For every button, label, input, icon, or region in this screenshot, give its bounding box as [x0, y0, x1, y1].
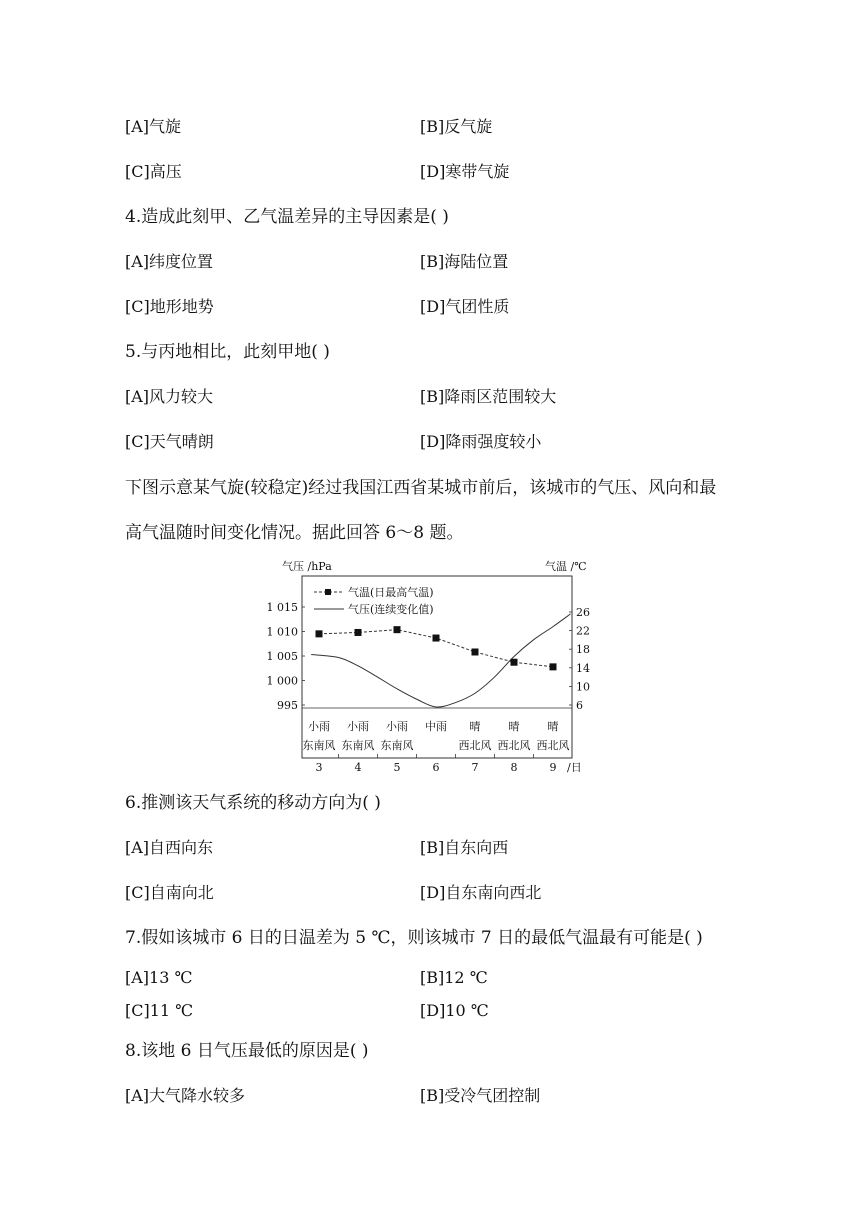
- q3-option-c: [C]高压: [125, 162, 182, 181]
- q3-option-b: [B]反气旋: [420, 117, 493, 136]
- q5-option-d: [D]降雨强度较小: [420, 432, 542, 451]
- q6-option-d: [D]自东南向西北: [420, 883, 542, 902]
- left-tick-label: 1 005: [266, 650, 298, 663]
- q3-option-d: [D]寒带气旋: [420, 162, 510, 181]
- q7-option-b: [B]12 ℃: [420, 968, 488, 987]
- temperature-point: [472, 648, 479, 655]
- x-tick-label: 8: [510, 761, 518, 774]
- temperature-point: [355, 629, 362, 636]
- q8-option-b: [B]受冷气团控制: [420, 1086, 541, 1105]
- right-tick-label: 26: [576, 606, 590, 619]
- legend-temp-marker: [325, 589, 331, 595]
- right-tick-label: 14: [576, 661, 590, 675]
- left-tick-label: 1 015: [266, 601, 298, 614]
- wind-label: 西北风: [458, 739, 492, 752]
- q5-option-b: [B]降雨区范围较大: [420, 387, 557, 406]
- pressure-temperature-chart: [262, 558, 602, 778]
- wind-label: 西北风: [536, 739, 570, 752]
- weather-label: 晴: [469, 720, 481, 733]
- x-tick-label: 3: [315, 761, 323, 774]
- temperature-point: [433, 635, 440, 642]
- q6-option-a: [A]自西向东: [125, 838, 214, 857]
- right-tick-label: 18: [576, 643, 590, 657]
- wind-label: 东南风: [341, 739, 375, 752]
- wind-label: 西北风: [497, 739, 531, 752]
- right-tick-label: 6: [576, 699, 583, 712]
- q4-option-c: [C]地形地势: [125, 297, 214, 316]
- right-tick-label: 10: [576, 680, 590, 694]
- weather-label: 中雨: [425, 720, 447, 733]
- x-tick-label: 4: [354, 761, 362, 774]
- q3-option-a: [A]气旋: [125, 117, 182, 136]
- q4-option-b: [B]海陆位置: [420, 252, 509, 271]
- legend-pressure-label: 气压(连续变化值): [348, 603, 434, 616]
- x-tick-label: 9: [549, 761, 557, 774]
- q4-option-d: [D]气团性质: [420, 297, 510, 316]
- left-tick-label: 1 000: [266, 674, 298, 688]
- q7-option-c: [C]11 ℃: [125, 1001, 194, 1020]
- q7-option-d: [D]10 ℃: [420, 1001, 489, 1020]
- weather-label: 小雨: [308, 720, 330, 733]
- q8-stem: 8.该地 6 日气压最低的原因是( ): [125, 1041, 369, 1061]
- wind-label: 东南风: [302, 739, 336, 752]
- weather-label: 小雨: [347, 720, 369, 733]
- temperature-point: [550, 663, 557, 670]
- wind-label: 东南风: [380, 739, 414, 752]
- legend-temp-label: 气温(日最高气温): [348, 586, 434, 599]
- temperature-point: [316, 630, 323, 637]
- right-tick-label: 22: [576, 624, 590, 638]
- q5-option-c: [C]天气晴朗: [125, 432, 214, 451]
- q4-stem: 4.造成此刻甲、乙气温差异的主导因素是( ): [125, 207, 449, 227]
- q5-option-a: [A]风力较大: [125, 387, 214, 406]
- weather-label: 晴: [547, 720, 559, 733]
- weather-label: 小雨: [386, 720, 408, 733]
- weather-label: 晴: [508, 720, 520, 733]
- temperature-point: [394, 626, 401, 633]
- x-tick-label: 6: [432, 761, 440, 774]
- pressure-series-line: [311, 614, 570, 707]
- q4-option-a: [A]纬度位置: [125, 252, 214, 271]
- x-tick-label: 5: [393, 761, 401, 774]
- y-axis-right-title: 气温 /℃: [545, 560, 587, 573]
- x-tick-label: 7: [471, 761, 479, 774]
- q7-stem: 7.假如该城市 6 日的日温差为 5 ℃，则该城市 7 日的最低气温最有可能是( ): [125, 928, 703, 948]
- intro-line-1: 下图示意某气旋(较稳定)经过我国江西省某城市前后，该城市的气压、风向和最: [125, 478, 717, 498]
- left-tick-label: 995: [277, 699, 298, 712]
- x-axis-unit: /日: [567, 761, 582, 774]
- intro-line-2: 高气温随时间变化情况。据此回答 6～8 题。: [125, 523, 464, 543]
- q6-option-b: [B]自东向西: [420, 838, 509, 857]
- q6-stem: 6.推测该天气系统的移动方向为( ): [125, 793, 381, 813]
- left-tick-label: 1 010: [266, 625, 298, 639]
- q6-option-c: [C]自南向北: [125, 883, 214, 902]
- temperature-point: [511, 659, 518, 666]
- q8-option-a: [A]大气降水较多: [125, 1086, 246, 1105]
- q7-option-a: [A]13 ℃: [125, 968, 193, 987]
- q5-stem: 5.与丙地相比，此刻甲地( ): [125, 342, 330, 362]
- y-axis-left-title: 气压 /hPa: [282, 560, 332, 573]
